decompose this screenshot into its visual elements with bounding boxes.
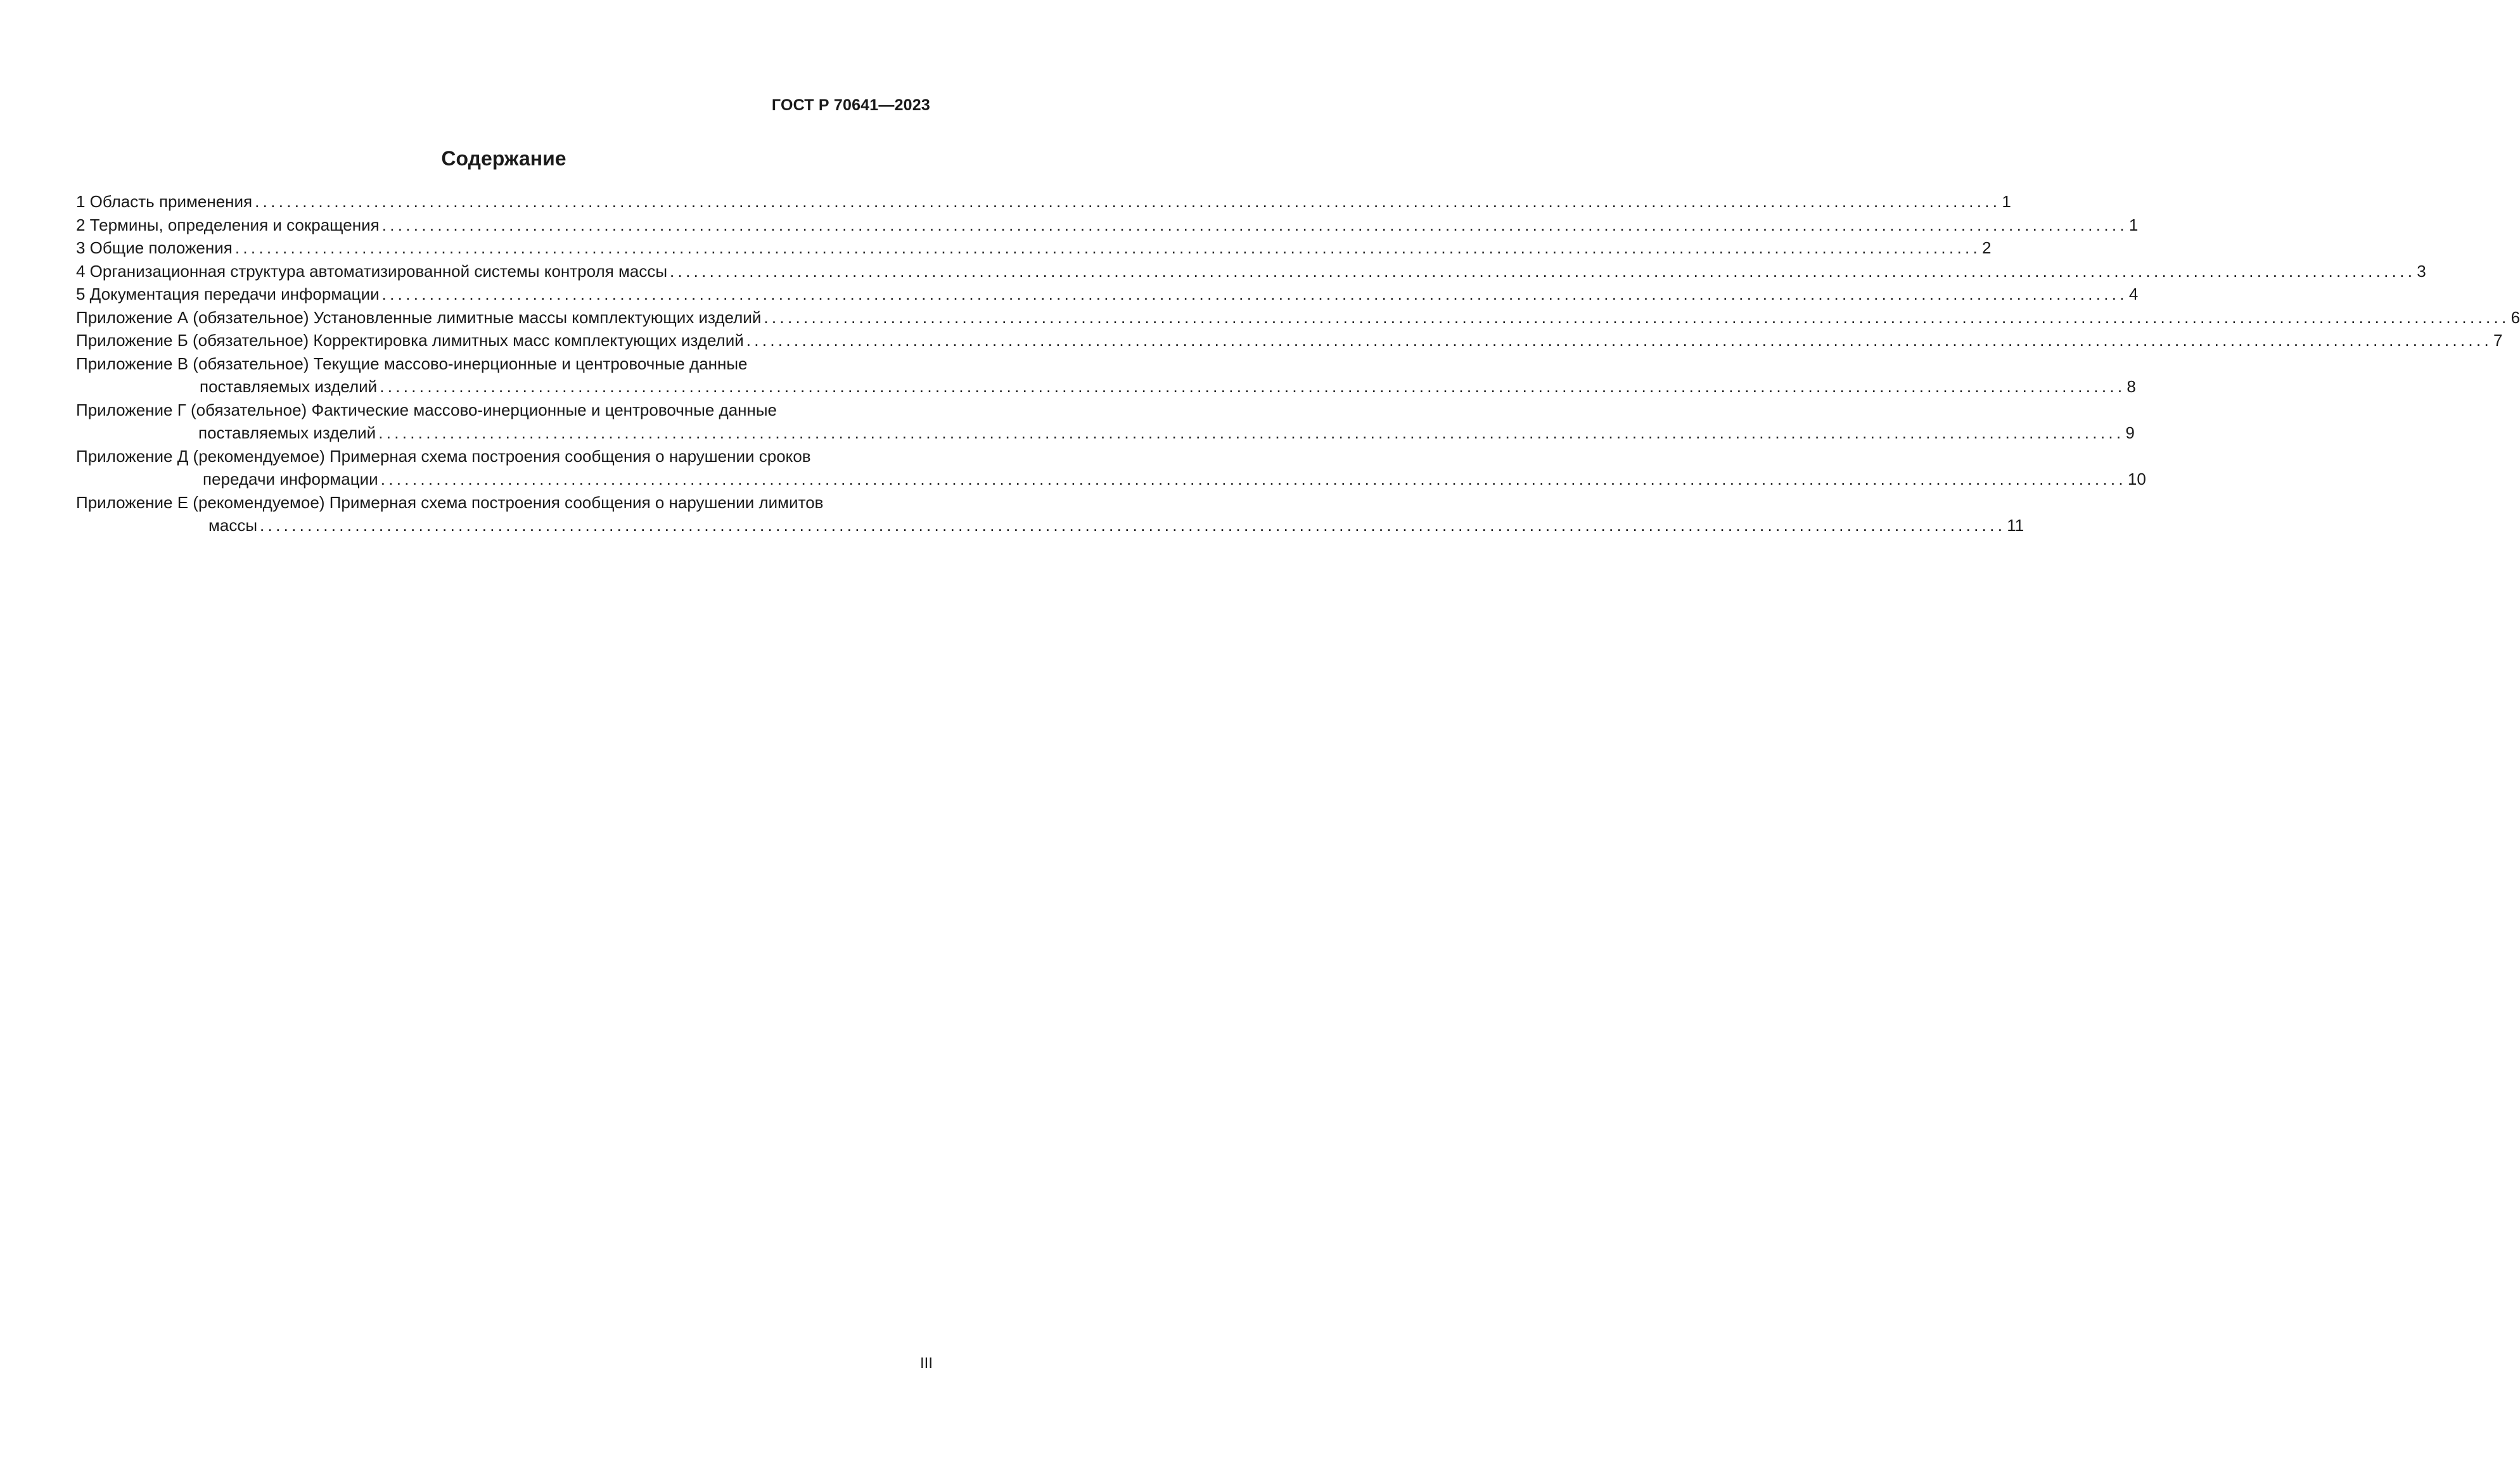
toc-entry-title: Приложение Б (обязательное) Корректировка лимитных масс комплектующих изделий xyxy=(76,331,744,350)
toc-entry-page: 1 xyxy=(2002,192,2011,211)
toc-leader-dots: ............................................................................................................................................................................................................................ xyxy=(746,331,2492,350)
toc-entry-title: Приложение А (обязательное) Установленные лимитные массы комплектующих изделий xyxy=(76,307,762,327)
toc-entry-title-continued: поставляемых изделий xyxy=(200,377,378,396)
toc-entry[interactable] xyxy=(76,190,2011,214)
toc-entry[interactable] xyxy=(76,214,2139,237)
toc-leader-dots: ............................................................................................................................................................................................................................ xyxy=(380,470,2127,489)
toc-entry-page: 3 xyxy=(2417,261,2426,281)
toc-title: Содержание xyxy=(441,147,566,170)
toc-leader-dots: ............................................................................................................................................................................................................................ xyxy=(234,238,1981,257)
toc-entry-title: Приложение Е (рекомендуемое) Примерная схема построения сообщения о нарушении лимитов xyxy=(76,492,824,512)
toc-entry-page: 11 xyxy=(2007,516,2024,535)
toc-leader-dots: ............................................................................................................................................................................................................................ xyxy=(380,377,2126,396)
toc-entry-page: 7 xyxy=(2493,331,2503,350)
toc-entry-title: 4 Организационная структура автоматизированной системы контроля массы xyxy=(76,261,668,281)
toc-entry-title: 1 Область применения xyxy=(76,192,253,211)
toc-leader-dots: ............................................................................................................................................................................................................................ xyxy=(764,307,2510,327)
page-number: III xyxy=(919,1355,933,1372)
toc-entry-title: 5 Документация передачи информации xyxy=(76,284,380,303)
toc-entry-title-continued: поставляемых изделий xyxy=(198,423,376,442)
toc-entry[interactable] xyxy=(76,491,2024,537)
toc-entry[interactable] xyxy=(76,445,2146,491)
table-of-contents xyxy=(76,190,2520,537)
toc-entry-page: 10 xyxy=(2127,470,2146,489)
toc-entry[interactable] xyxy=(76,306,2520,329)
toc-entry[interactable] xyxy=(76,399,2135,445)
toc-leader-dots: ............................................................................................................................................................................................................................ xyxy=(378,423,2125,442)
toc-entry[interactable] xyxy=(76,283,2139,306)
toc-entry[interactable] xyxy=(76,352,2136,399)
toc-leader-dots: ............................................................................................................................................................................................................................ xyxy=(260,516,2006,535)
toc-leader-dots: ............................................................................................................................................................................................................................ xyxy=(381,284,2128,303)
toc-leader-dots: ............................................................................................................................................................................................................................ xyxy=(381,215,2128,234)
toc-entry-page: 9 xyxy=(2125,423,2135,442)
document-code: ГОСТ Р 70641—2023 xyxy=(771,96,930,114)
toc-entry-title: Приложение Г (обязательное) Фактические массово-инерционные и центровочные данные xyxy=(76,400,777,419)
toc-entry-title: 3 Общие положения xyxy=(76,238,233,257)
toc-entry-page: 6 xyxy=(2510,307,2520,327)
toc-entry-page: 8 xyxy=(2127,377,2136,396)
toc-entry-title-continued: передачи информации xyxy=(203,470,378,489)
toc-leader-dots: ............................................................................................................................................................................................................................ xyxy=(255,192,2001,211)
toc-entry-title: Приложение В (обязательное) Текущие массово-инерционные и центровочные данные xyxy=(76,354,748,373)
toc-leader-dots: ............................................................................................................................................................................................................................ xyxy=(670,261,2416,281)
toc-entry[interactable] xyxy=(76,329,2503,352)
toc-entry-page: 1 xyxy=(2128,215,2139,234)
toc-entry[interactable] xyxy=(76,260,2426,283)
toc-entry-title: Приложение Д (рекомендуемое) Примерная схема построения сообщения о нарушении сроков xyxy=(76,446,811,466)
toc-entry-title-continued: массы xyxy=(208,516,258,535)
toc-entry-page: 4 xyxy=(2128,284,2139,303)
toc-entry-page: 2 xyxy=(1982,238,1992,257)
toc-entry-title: 2 Термины, определения и сокращения xyxy=(76,215,380,234)
toc-entry[interactable] xyxy=(76,236,1992,260)
